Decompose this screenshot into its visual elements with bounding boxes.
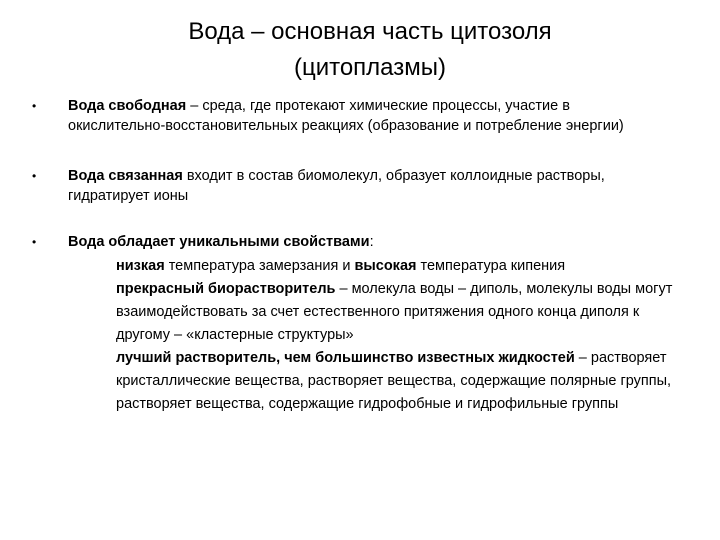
property-text: – молекула воды – диполь, молекулы воды могут взаимодействовать за счет естественного притяжения одного конца диполя к другому – «кластерные структуры»	[116, 281, 673, 343]
property-text: температура кипения	[416, 258, 566, 274]
property-text: температура замерзания и	[164, 258, 355, 274]
bullet-bold: Вода связанная	[68, 168, 183, 184]
bullet-marker: •	[32, 235, 37, 249]
property-low-freezing	[116, 255, 676, 278]
bullet-bold: Вода обладает уникальными свойствами	[68, 234, 370, 250]
bullet-marker: •	[32, 99, 37, 113]
bullet-bold: Вода свободная	[68, 98, 187, 114]
title-line-2: (цитоплазмы)	[293, 54, 447, 81]
property-bold: низкая	[116, 258, 165, 274]
property-text: – растворяет кристаллические вещества, растворяет вещества, содержащие полярные группы, растворяет вещества, содержащие гидрофобные и гидрофильные группы	[116, 350, 672, 412]
bullet-text	[68, 96, 668, 136]
slide-title	[110, 14, 630, 86]
property-bold: лучший растворитель, чем большинство известных жидкостей	[116, 350, 575, 366]
bullet-body: – среда, где протекают химические процессы, участие в окислительно-восстановительных реакциях (образование и потребление энергии)	[68, 98, 624, 134]
bullet-marker: •	[32, 169, 37, 183]
property-biosolvent	[116, 278, 676, 347]
title-line-1: Вода – основная часть цитозоля	[188, 18, 552, 45]
bullet-body: :	[369, 234, 374, 250]
property-bold: высокая	[354, 258, 417, 274]
property-bold: прекрасный биорастворитель	[116, 281, 336, 297]
bullet-body: входит в состав биомолекул, образует коллоидные растворы, гидратирует ионы	[68, 168, 605, 204]
bullet-text	[68, 166, 668, 206]
bullet-text	[68, 232, 668, 252]
property-best-solvent	[116, 347, 676, 416]
